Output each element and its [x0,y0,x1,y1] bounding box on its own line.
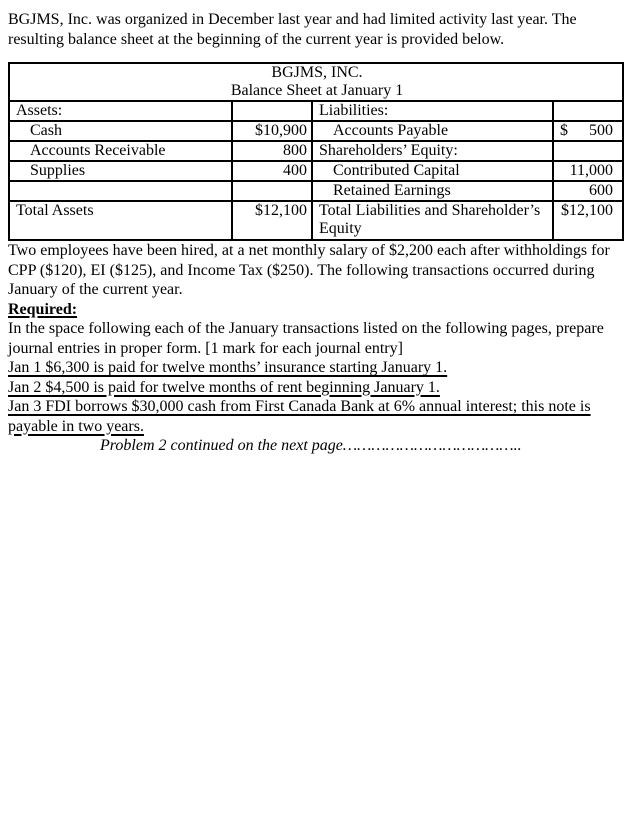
total-assets-value: $12,100 [232,201,312,240]
transaction-jan2 [8,378,622,398]
currency-sign: $ [560,122,568,139]
accounts-payable-label: Accounts Payable [312,121,553,141]
empty-cell [553,101,623,121]
table-row [9,121,623,141]
total-assets-label: Total Assets [9,201,232,240]
table-row [9,181,623,201]
table-row-totals [9,201,623,240]
contributed-capital-value: 11,000 [553,161,623,181]
company-name: BGJMS, INC. [271,64,363,81]
accounts-receivable-value: 800 [232,141,312,161]
assets-section-header: Assets: [9,101,232,121]
table-row [9,141,623,161]
supplies-value: 400 [232,161,312,181]
table-row [9,161,623,181]
employees-paragraph: Two employees have been hired, at a net monthly salary of $2,200 each after withholdings for CPP ($120), EI ($125), and Income Tax ($250). The following transactions occurred during January of the current year. [8,242,610,298]
balance-sheet-title-cell [9,63,623,101]
empty-cell [232,101,312,121]
contributed-capital-label: Contributed Capital [312,161,553,181]
instructions-paragraph: In the space following each of the January transactions listed on the following pages, prepare journal entries in proper form. [1 mark for each journal entry] [8,320,604,357]
transaction-jan1 [8,358,622,378]
liabilities-section-header: Liabilities: [312,101,553,121]
total-liabilities-equity-value: $12,100 [553,201,623,240]
total-liabilities-equity-label: Total Liabilities and Shareholder’s Equity [312,201,553,240]
statement-title: Balance Sheet at January 1 [230,82,404,99]
transaction-jan3-text: Jan 3 FDI borrows $30,000 cash from First Canada Bank at 6% annual interest; this note is payable in two years. [8,398,591,435]
retained-earnings-label: Retained Earnings [312,181,553,201]
required-label: Required: [8,300,78,318]
retained-earnings-value: 600 [553,181,623,201]
transaction-jan2-text: Jan 2 $4,500 is paid for twelve months of rent beginning January 1. [8,378,440,396]
empty-cell [232,181,312,201]
empty-cell [553,141,623,161]
balance-sheet-title-row [9,63,623,101]
table-row [9,101,623,121]
accounts-payable-value [553,121,623,141]
cash-label: Cash [9,121,232,141]
footer-note: Problem 2 continued on the next page……………………………….. [100,437,522,454]
required-heading [8,300,622,320]
empty-cell [9,181,232,201]
cash-value: $10,900 [232,121,312,141]
amount: 500 [589,122,613,139]
equity-section-header: Shareholders’ Equity: [312,141,553,161]
supplies-label: Supplies [9,161,232,181]
transaction-jan3 [8,397,622,436]
balance-sheet-table [8,62,624,241]
transaction-jan1-text: Jan 1 $6,300 is paid for twelve months’ insurance starting January 1. [8,359,448,376]
intro-paragraph: BGJMS, Inc. was organized in December last year and had limited activity last year. The resulting balance sheet at the beginning of the current year is provided below. [8,11,577,48]
accounts-receivable-label: Accounts Receivable [9,141,232,161]
